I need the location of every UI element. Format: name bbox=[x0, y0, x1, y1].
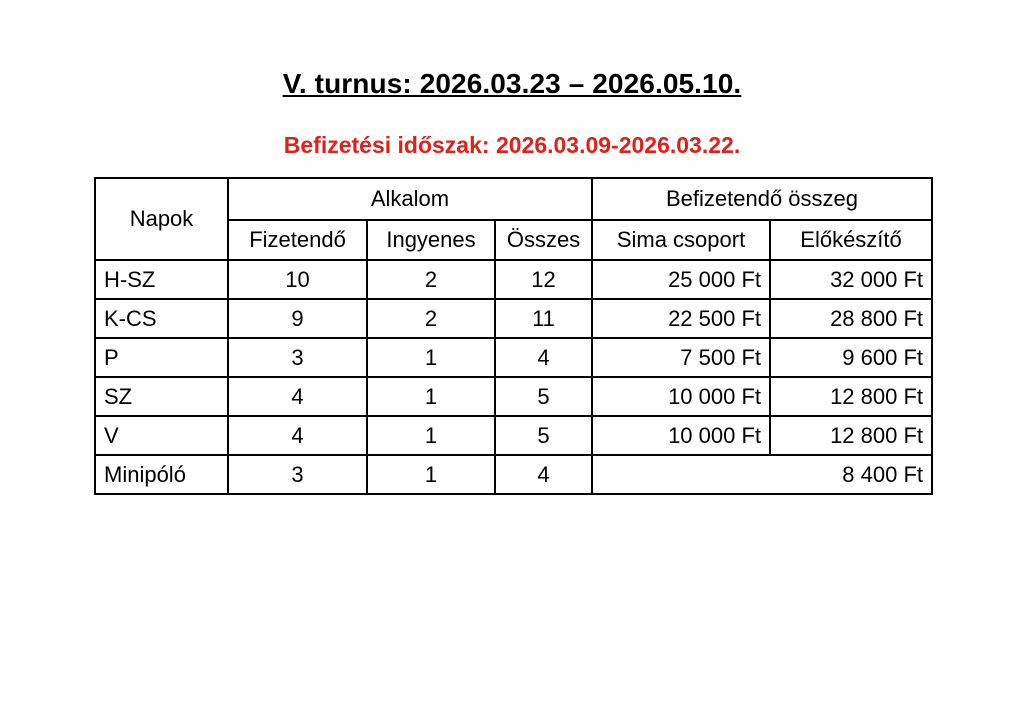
cell-free: 1 bbox=[367, 338, 495, 377]
cell-prep: 9 600 Ft bbox=[770, 338, 932, 377]
cell-payable: 3 bbox=[228, 338, 367, 377]
cell-free: 1 bbox=[367, 416, 495, 455]
cell-free: 1 bbox=[367, 455, 495, 494]
cell-prep: 12 800 Ft bbox=[770, 416, 932, 455]
cell-total: 5 bbox=[495, 377, 592, 416]
table-row bbox=[95, 455, 932, 494]
cell-prep: 28 800 Ft bbox=[770, 299, 932, 338]
cell-payable: 10 bbox=[228, 260, 367, 299]
table-header bbox=[95, 178, 932, 260]
cell-day: SZ bbox=[95, 377, 228, 416]
cell-payable: 4 bbox=[228, 377, 367, 416]
cell-total: 4 bbox=[495, 338, 592, 377]
page-title: V. turnus: 2026.03.23 – 2026.05.10. bbox=[282, 68, 742, 99]
cell-day: K-CS bbox=[95, 299, 228, 338]
header-plain-group: Sima csoport bbox=[592, 220, 770, 260]
schedule-table-container bbox=[94, 177, 931, 495]
cell-prep: 12 800 Ft bbox=[770, 377, 932, 416]
cell-free: 1 bbox=[367, 377, 495, 416]
cell-day: V bbox=[95, 416, 228, 455]
table-header-row-groups bbox=[95, 178, 932, 220]
schedule-table bbox=[94, 177, 933, 495]
cell-plain-group: 22 500 Ft bbox=[592, 299, 770, 338]
cell-payable: 4 bbox=[228, 416, 367, 455]
cell-plain-group: 10 000 Ft bbox=[592, 416, 770, 455]
table-row bbox=[95, 416, 932, 455]
table-row bbox=[95, 377, 932, 416]
cell-payable: 9 bbox=[228, 299, 367, 338]
cell-plain-group: 25 000 Ft bbox=[592, 260, 770, 299]
table-row bbox=[95, 299, 932, 338]
payment-period-subtitle: Befizetési időszak: 2026.03.09-2026.03.22. bbox=[283, 132, 741, 158]
header-free: Ingyenes bbox=[367, 220, 495, 260]
header-prep: Előkészítő bbox=[770, 220, 932, 260]
header-group-occasion: Alkalom bbox=[228, 178, 592, 220]
header-payable: Fizetendő bbox=[228, 220, 367, 260]
cell-prep: 32 000 Ft bbox=[770, 260, 932, 299]
cell-day: Minipóló bbox=[95, 455, 228, 494]
cell-free: 2 bbox=[367, 260, 495, 299]
cell-merged-amount: 8 400 Ft bbox=[592, 455, 932, 494]
cell-plain-group: 10 000 Ft bbox=[592, 377, 770, 416]
cell-plain-group: 7 500 Ft bbox=[592, 338, 770, 377]
cell-total: 12 bbox=[495, 260, 592, 299]
cell-total: 11 bbox=[495, 299, 592, 338]
header-group-amount: Befizetendő összeg bbox=[592, 178, 932, 220]
cell-total: 4 bbox=[495, 455, 592, 494]
cell-total: 5 bbox=[495, 416, 592, 455]
cell-free: 2 bbox=[367, 299, 495, 338]
table-body bbox=[95, 260, 932, 494]
header-days: Napok bbox=[95, 178, 228, 260]
header-total: Összes bbox=[495, 220, 592, 260]
cell-day: H-SZ bbox=[95, 260, 228, 299]
cell-payable: 3 bbox=[228, 455, 367, 494]
table-row bbox=[95, 338, 932, 377]
cell-day: P bbox=[95, 338, 228, 377]
table-row bbox=[95, 260, 932, 299]
